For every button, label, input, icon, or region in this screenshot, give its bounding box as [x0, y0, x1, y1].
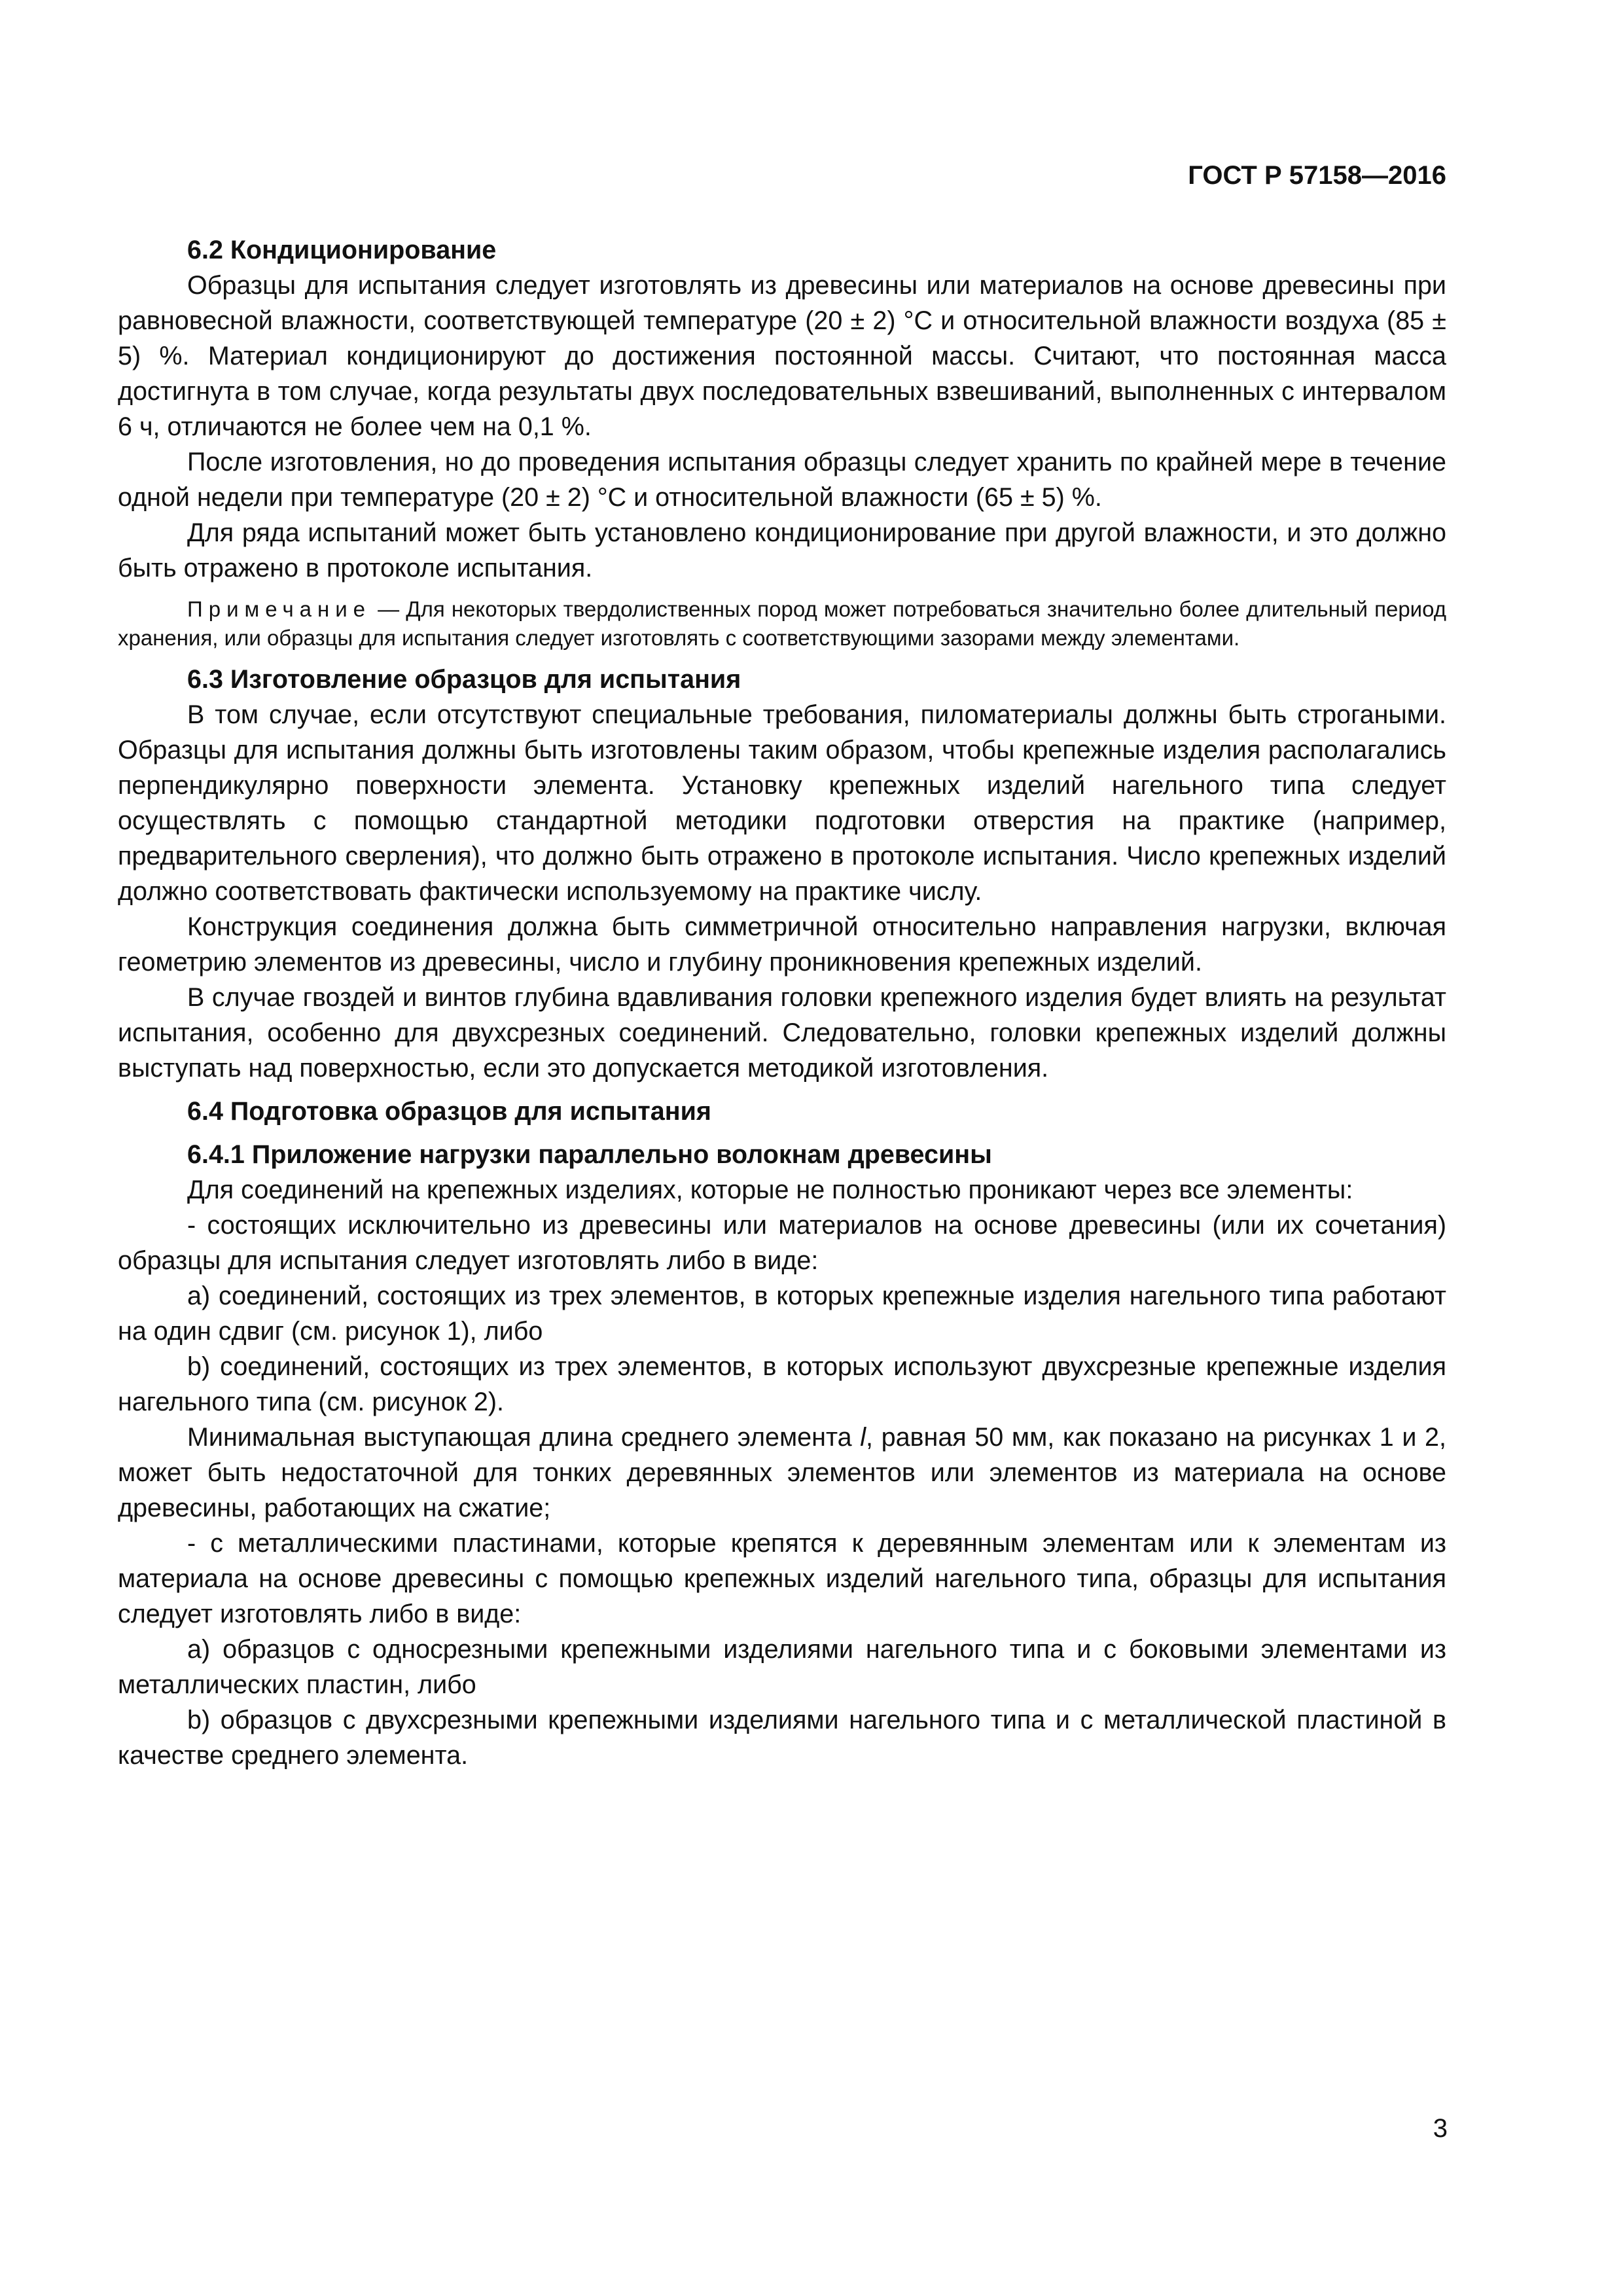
- paragraph: [118, 1420, 1446, 1526]
- paragraph-text: , равная 50 мм, как показано на рисунках 1 и 2, может быть недостаточной для тонких деревянных элементов или элементов из материала на основе древесины, работающих на сжатие;: [118, 1423, 1446, 1522]
- paragraph: Конструкция соединения должна быть симметричной относительно направления нагрузки, включая геометрию элементов из древесины, число и глубину проникновения крепежных изделий.: [118, 912, 1446, 977]
- document-header: [1188, 160, 1446, 191]
- section-heading-6-3: 6.3 Изготовление образцов для испытания: [187, 665, 741, 694]
- note-label: Примечание: [187, 597, 372, 621]
- list-item: - состоящих исключительно из древесины или материалов на основе древесины (или их сочетания) образцы для испытания следует изготовлять либо в виде:: [118, 1211, 1446, 1275]
- list-item: - с металлическими пластинами, которые крепятся к деревянным элементам или к элементам из материала на основе древесины с помощью крепежных изделий нагельного типа, образцы для испытания следует изготовлять либо в виде:: [118, 1529, 1446, 1628]
- paragraph: Для ряда испытаний может быть установлено кондиционирование при другой влажности, и это должно быть отражено в протоколе испытания.: [118, 518, 1446, 583]
- list-item: a) соединений, состоящих из трех элементов, в которых крепежные изделия нагельного типа работают на один сдвиг (см. рисунок 1), либо: [118, 1282, 1446, 1346]
- variable-l: l: [860, 1423, 866, 1452]
- paragraph: Образцы для испытания следует изготовлять из древесины или материалов на основе древесины при равновесной влажности, соответствующей температуре (20 ± 2) °C и относительной влажности воздуха (85 ± 5) %. Материал кондиционируют до достижения постоянной массы. Считают, что постоянная масса достигнута в том случае, когда результаты двух последовательных взвешиваний, выполненных с интервалом 6 ч, отличаются не более чем на 0,1 %.: [118, 271, 1446, 441]
- section-heading-6-2: 6.2 Кондиционирование: [187, 236, 497, 264]
- paragraph: В случае гвоздей и винтов глубина вдавливания головки крепежного изделия будет влиять на результат испытания, особенно для двухсрезных соединений. Следовательно, головки крепежных изделий должны выступать над поверхностью, если это допускается методикой изготовления.: [118, 983, 1446, 1083]
- section-heading-6-4: 6.4 Подготовка образцов для испытания: [187, 1097, 711, 1126]
- list-item: b) образцов с двухсрезными крепежными изделиями нагельного типа и с металлической пластиной в качестве среднего элемента.: [118, 1706, 1446, 1770]
- note: [118, 595, 1446, 653]
- page-number: 3: [1433, 2114, 1448, 2143]
- list-item: b) соединений, состоящих из трех элементов, в которых используют двухсрезные крепежные изделия нагельного типа (см. рисунок 2).: [118, 1352, 1446, 1416]
- page-body: [118, 232, 1446, 1773]
- paragraph: После изготовления, но до проведения испытания образцы следует хранить по крайней мере в течение одной недели при температуре (20 ± 2) °C и относительной влажности (65 ± 5) %.: [118, 448, 1446, 512]
- list-item: a) образцов с односрезными крепежными изделиями нагельного типа и с боковыми элементами из металлических пластин, либо: [118, 1635, 1446, 1699]
- paragraph: Для соединений на крепежных изделиях, которые не полностью проникают через все элементы:: [187, 1175, 1353, 1204]
- paragraph-text: Минимальная выступающая длина среднего элемента: [187, 1423, 861, 1452]
- section-heading-6-4-1: 6.4.1 Приложение нагрузки параллельно волокнам древесины: [187, 1140, 992, 1169]
- note-text: — Для некоторых твердолиственных пород может потребоваться значительно более длительный период хранения, или образцы для испытания следует изготовлять с соответствующими зазорами между элементами.: [118, 597, 1446, 650]
- paragraph: В том случае, если отсутствуют специальные требования, пиломатериалы должны быть строгаными. Образцы для испытания должны быть изготовлены таким образом, чтобы крепежные изделия располагались перпендикулярно поверхности элемента. Установку крепежных изделий нагельного типа следует осуществлять с помощью стандартной методики подготовки отверстия на практике (например, предварительного сверления), что должно быть отражено в протоколе испытания. Число крепежных изделий должно соответствовать фактически используемому на практике числу.: [118, 700, 1446, 906]
- standard-designation: ГОСТ Р 57158—2016: [1188, 161, 1446, 190]
